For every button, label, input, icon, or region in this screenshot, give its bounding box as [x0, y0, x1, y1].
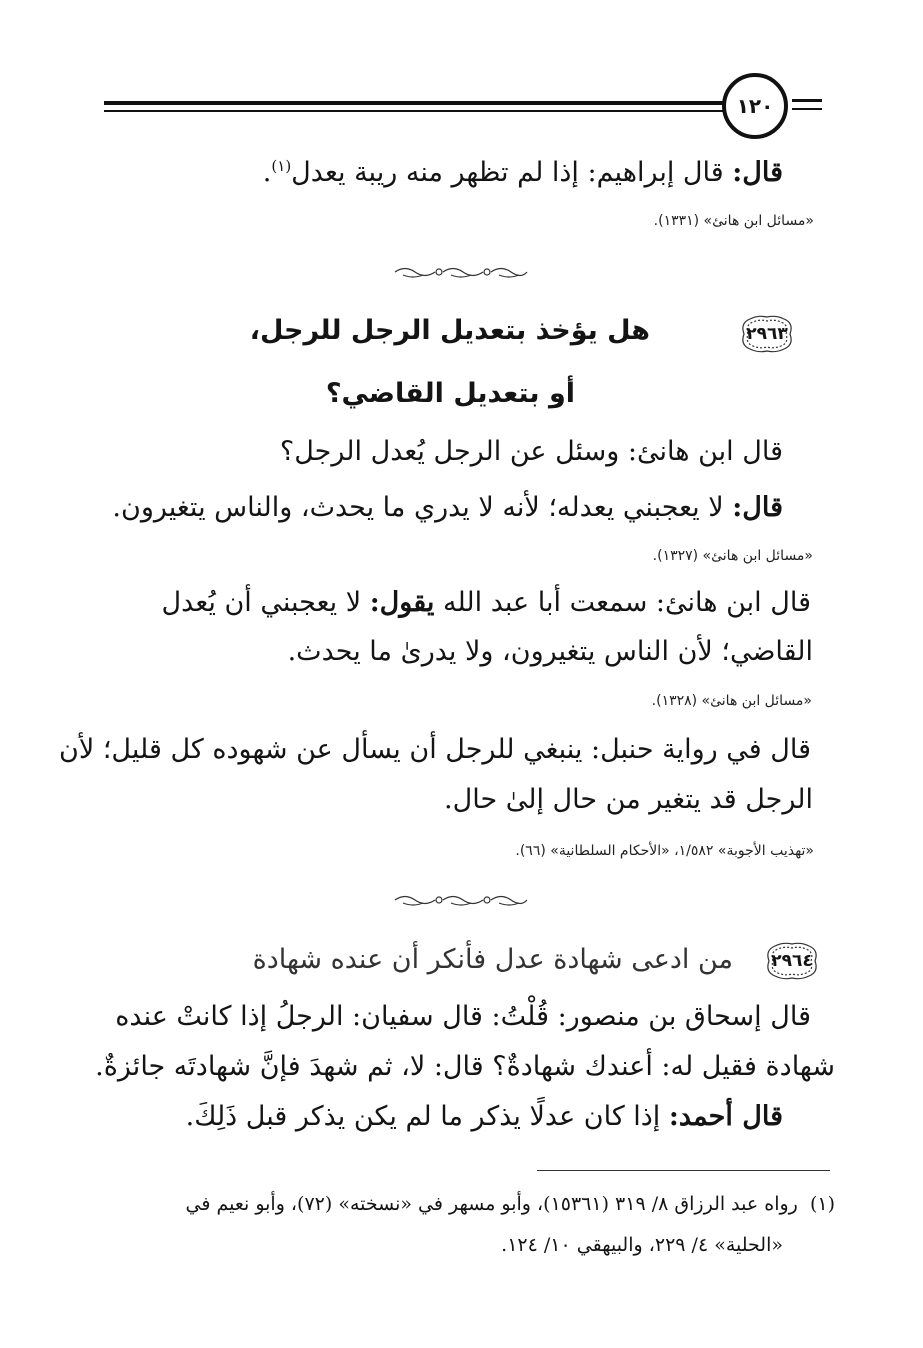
paragraph-answer: [112, 493, 783, 523]
paragraph-text: قال ابن هانئ: سمعت أبا عبد الله: [443, 587, 811, 618]
source-citation: «تهذيب الأجوبة» ١/٥٨٢، «الأحكام السلطانية» (٦٦).: [515, 843, 814, 859]
ornament-divider-icon: [393, 893, 529, 907]
paragraph-text: قال إبراهيم: إذا لم تظهر منه ريبة يعدل: [291, 157, 724, 188]
footnote-rule: [537, 1170, 830, 1171]
footnote: [185, 1193, 835, 1215]
header-rule-right: [792, 99, 822, 102]
paragraph-hanbal: قال في رواية حنبل: ينبغي للرجل أن يسأل عن شهوده كل قليل؛ لأن: [59, 734, 811, 765]
footnote-ref: (١): [271, 157, 292, 175]
paragraph-end: .: [262, 157, 272, 188]
section-number-badge: [763, 940, 821, 982]
paragraph-ibrahim: [263, 158, 783, 188]
page-number: [722, 73, 788, 139]
label-qal: قال:: [732, 157, 783, 188]
paragraph-ishaq: قال إسحاق بن منصور: قُلْتُ: قال سفيان: الرجلُ إذا كانتْ عنده: [115, 1001, 811, 1032]
header-rule-thin: [104, 110, 726, 112]
paragraph-text: لا يعجبني أن يُعدل: [161, 587, 362, 618]
paragraph-text: لا يعجبني يعدله؛ لأنه لا يدري ما يحدث، والناس يتغيرون.: [112, 492, 724, 523]
section-number: ٢٩٦٣: [746, 324, 788, 344]
section-number-badge: [738, 313, 796, 355]
paragraph-ahmad: [186, 1102, 783, 1132]
page-number-text: ١٢٠: [736, 94, 774, 118]
source-citation: «مسائل ابن هانئ» (١٣٢٨).: [651, 693, 812, 709]
paragraph-line: شهادة فقيل له: أعندك شهادةٌ؟ قال: لا، ثم شهدَ فإنَّ شهادتَه جائزةٌ.: [95, 1051, 835, 1082]
source-citation: «مسائل ابن هانئ» (١٣٣١).: [653, 213, 814, 229]
section-title-line2: أو بتعديل القاضي؟: [325, 378, 575, 409]
label-qal: قال:: [732, 492, 783, 523]
paragraph-line: القاضي؛ لأن الناس يتغيرون، ولا يدرىٰ ما يحدث.: [287, 636, 813, 667]
ornament-divider-icon: [393, 265, 529, 279]
paragraph-ibn-hani-question: قال ابن هانئ: وسئل عن الرجل يُعدل الرجل؟: [279, 436, 783, 467]
paragraph-ibn-hani-heard: [162, 588, 811, 618]
source-citation: «مسائل ابن هانئ» (١٣٢٧).: [652, 548, 813, 564]
paragraph-text: إذا كان عدلًا يذكر ما لم يكن يذكر قبل ذَلِكَ.: [185, 1101, 661, 1132]
section-number: ٢٩٦٤: [771, 951, 813, 971]
section-title: من ادعى شهادة عدل فأنكر أن عنده شهادة: [252, 944, 733, 975]
paragraph-line: الرجل قد يتغير من حال إلىٰ حال.: [444, 784, 813, 815]
header-rule: [104, 101, 726, 105]
header-rule-right-thin: [792, 108, 822, 110]
footnote-marker: (١): [809, 1193, 835, 1215]
label-yaqul: يقول:: [369, 587, 435, 618]
footnote-text: رواه عبد الرزاق ٨/ ٣١٩ (١٥٣٦١)، وأبو مسهر في «نسخته» (٧٢)، وأبو نعيم في: [185, 1193, 798, 1215]
footnote-line: «الحلية» ٤/ ٢٢٩، والبيهقي ١٠/ ١٢٤.: [501, 1234, 783, 1256]
section-title-line1: هل يؤخذ بتعديل الرجل للرجل،: [249, 315, 650, 346]
label-qal-ahmad: قال أحمد:: [668, 1101, 783, 1132]
